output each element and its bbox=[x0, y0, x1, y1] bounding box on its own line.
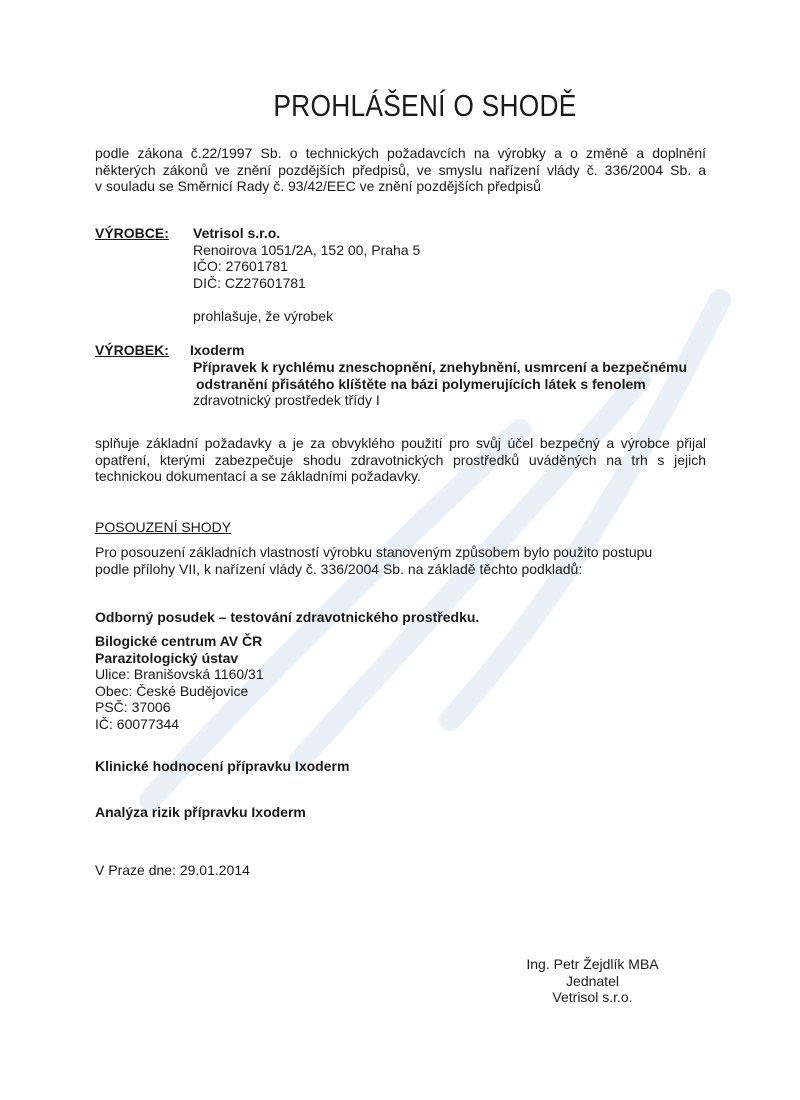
signatory-name: Ing. Petr Žejdlík MBA bbox=[526, 956, 659, 972]
compliance-line: technickou dokumentací a se základními požadavky. bbox=[95, 468, 421, 484]
signatory-role: Jednatel bbox=[566, 972, 619, 989]
expert-opinion bbox=[95, 609, 479, 626]
manufacturer-address: Renoirova 1051/2A, 152 00, Praha 5 bbox=[193, 241, 421, 258]
institution-detail: Obec: České Budějovice bbox=[95, 682, 249, 699]
declares-text: prohlašuje, že výrobek bbox=[193, 308, 334, 324]
institution-name: Bilogické centrum AV ČR bbox=[95, 633, 263, 649]
clinical-evaluation bbox=[95, 758, 349, 775]
product-class: zdravotnický prostředek třídy I bbox=[193, 392, 380, 408]
label: VÝROBCE: bbox=[95, 225, 169, 241]
product-name bbox=[190, 342, 244, 359]
assessment-line: podle přílohy VII, k nařízení vlády č. 336/2004 Sb. na základě těchto podkladů: bbox=[95, 560, 583, 577]
product-desc-line: Přípravek k rychlému zneschopnění, znehybnění, usmrcení a bezpečnému bbox=[193, 359, 688, 375]
institution-detail: Ulice: Branišovská 1160/31 bbox=[95, 666, 264, 682]
clinical-text: Klinické hodnocení přípravku Ixoderm bbox=[95, 758, 350, 774]
risk-analysis bbox=[95, 804, 306, 821]
product-description bbox=[193, 359, 687, 409]
manufacturer-label bbox=[95, 225, 169, 242]
intro-line: některých zákonů ve znění pozdějších předpisů, ve smyslu nařízení vlády č. 336/2004 Sb. a bbox=[95, 161, 706, 178]
signatory-company: Vetrisol s.r.o. bbox=[552, 989, 633, 1005]
institution-name: Parazitologický ústav bbox=[95, 649, 239, 666]
manufacturer-dic: DIČ: CZ27601781 bbox=[193, 274, 306, 291]
risk-text: Analýza rizik přípravku Ixoderm bbox=[95, 804, 306, 820]
product-desc-line: odstranění přisátého klíštěte na bázi polymerujících látek s fenolem bbox=[196, 375, 646, 392]
assessment-text bbox=[95, 544, 652, 577]
manufacturer-ico: IČO: 27601781 bbox=[193, 258, 288, 274]
institution-detail: PSČ: 37006 bbox=[95, 699, 171, 715]
label: VÝROBEK: bbox=[95, 342, 169, 358]
manufacturer-name: Vetrisol s.r.o. bbox=[193, 225, 281, 241]
compliance-line: opatření, kterými zabezpečuje shodu zdravotnických prostředků uváděných na trh s jejich bbox=[95, 451, 706, 468]
product-name-text: Ixoderm bbox=[190, 342, 245, 358]
product-label bbox=[95, 342, 169, 359]
manufacturer-block bbox=[193, 225, 420, 291]
compliance-paragraph bbox=[95, 435, 706, 485]
intro-paragraph bbox=[95, 145, 706, 195]
compliance-line: splňuje základní požadavky a je za obvyklého použití pro svůj účel bezpečný a výrobce přijal bbox=[95, 435, 706, 451]
assessment-line: Pro posouzení základních vlastností výrobku stanoveným způsobem bylo použito postupu bbox=[95, 544, 653, 560]
institution-detail: IČ: 60077344 bbox=[95, 715, 180, 732]
institution-block bbox=[95, 633, 264, 732]
intro-line: podle zákona č.22/1997 Sb. o technických požadavcích na výrobky a o změně a doplnění bbox=[95, 145, 706, 161]
signature-block bbox=[500, 956, 685, 1006]
intro-line: v souladu se Směrnicí Rady č. 93/42/EEC ve znění pozdějších předpisů bbox=[95, 178, 541, 194]
date-line: V Praze dne: 29.01.2014 bbox=[95, 862, 250, 878]
page-title: PROHLÁŠENÍ O SHODĚ bbox=[273, 88, 577, 123]
assessment-heading: POSOUZENÍ SHODY bbox=[95, 519, 232, 535]
expert-opinion-text: Odborný posudek – testování zdravotnického prostředku. bbox=[95, 609, 480, 625]
